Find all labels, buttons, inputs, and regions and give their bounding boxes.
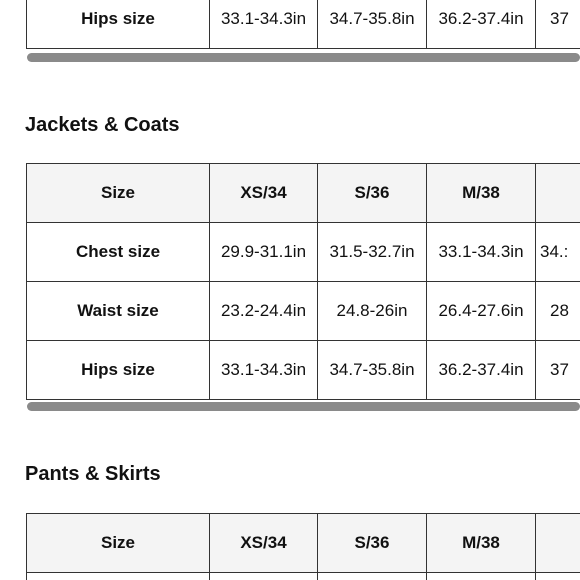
table-row xyxy=(27,223,580,282)
column-header: XS/34 xyxy=(210,164,318,223)
table-cell xyxy=(210,573,318,580)
section-title-jackets: Jackets & Coats xyxy=(25,114,180,136)
horizontal-scrollbar[interactable] xyxy=(27,53,580,62)
top-size-table xyxy=(26,0,580,49)
row-label: Waist size xyxy=(27,282,210,341)
table-cell: 33.1-34.3in xyxy=(427,223,536,282)
column-header-size: Size xyxy=(27,514,210,573)
table-cell: 33.1-34.3in xyxy=(210,0,318,49)
table-cell: 34.: xyxy=(536,223,580,282)
pants-table-scroll-area[interactable] xyxy=(26,513,580,580)
table-cell: 29.9-31.1in xyxy=(210,223,318,282)
table-row xyxy=(27,282,580,341)
table-cell: 23.2-24.4in xyxy=(210,282,318,341)
table-cell: 34.7-35.8in xyxy=(318,0,427,49)
table-cell: 36.2-37.4in xyxy=(427,341,536,400)
column-header: M/38 xyxy=(427,514,536,573)
table-row xyxy=(27,573,580,580)
table-cell xyxy=(427,573,536,580)
table-cell xyxy=(536,573,580,580)
column-header xyxy=(536,514,580,573)
table-cell: 28 xyxy=(536,282,580,341)
row-label xyxy=(27,573,210,580)
table-cell: 36.2-37.4in xyxy=(427,0,536,49)
column-header xyxy=(536,164,580,223)
horizontal-scrollbar[interactable] xyxy=(27,402,580,411)
table-header-row xyxy=(27,164,580,223)
row-label: Chest size xyxy=(27,223,210,282)
row-label: Hips size xyxy=(27,341,210,400)
column-header-size: Size xyxy=(27,164,210,223)
jackets-table-scroll-area[interactable] xyxy=(26,163,580,400)
column-header: S/36 xyxy=(318,514,427,573)
table-header-row xyxy=(27,514,580,573)
pants-size-table xyxy=(26,513,580,580)
row-label: Hips size xyxy=(27,0,210,49)
column-header: M/38 xyxy=(427,164,536,223)
table-row xyxy=(27,341,580,400)
top-table-scroll-area[interactable] xyxy=(26,0,580,49)
table-cell: 33.1-34.3in xyxy=(210,341,318,400)
table-cell: 37 xyxy=(536,341,580,400)
table-cell: 34.7-35.8in xyxy=(318,341,427,400)
column-header: XS/34 xyxy=(210,514,318,573)
table-cell: 24.8-26in xyxy=(318,282,427,341)
table-cell: 37 xyxy=(536,0,580,49)
jackets-size-table xyxy=(26,163,580,400)
table-cell xyxy=(318,573,427,580)
table-cell: 26.4-27.6in xyxy=(427,282,536,341)
table-row xyxy=(27,0,580,49)
column-header: S/36 xyxy=(318,164,427,223)
section-title-pants: Pants & Skirts xyxy=(25,463,161,485)
table-cell: 31.5-32.7in xyxy=(318,223,427,282)
